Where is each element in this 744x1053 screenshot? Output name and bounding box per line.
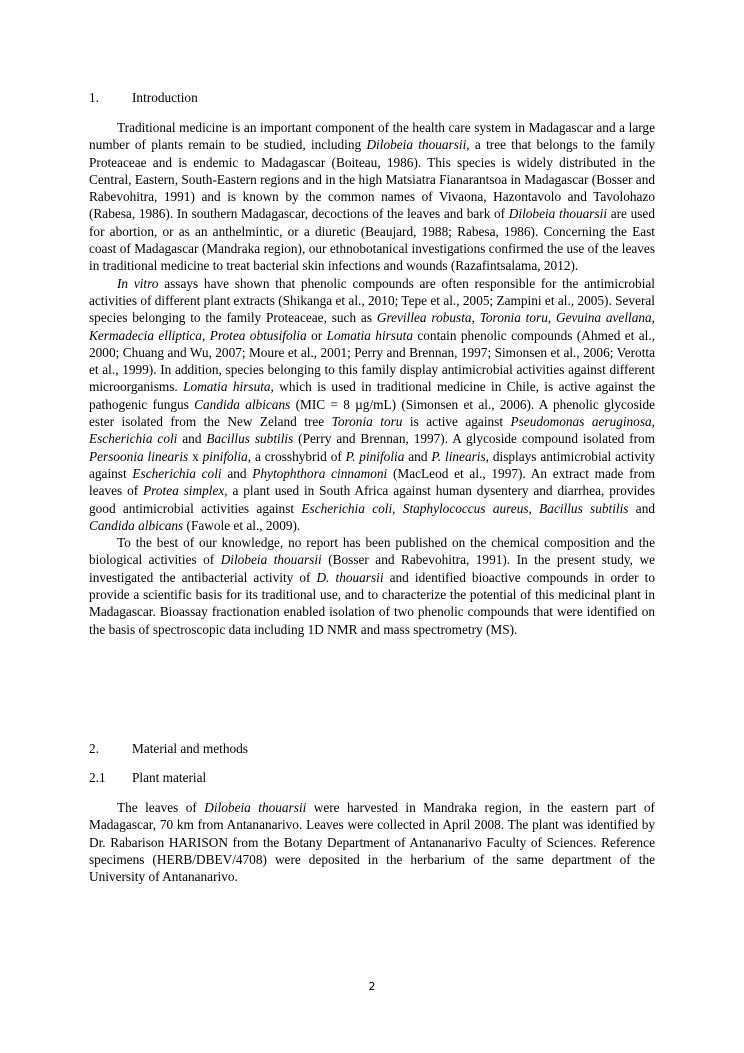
page-number: 2 [368,980,376,993]
italic-text-run: Bacillus subtilis [206,431,294,447]
text-run: , [651,414,655,430]
text-run: and [404,448,432,464]
section-heading-introduction [89,89,198,106]
intro-paragraph-3 [89,534,655,638]
text-run: (Perry and Brennan, 1997). A glycoside compound isolated from [293,431,655,447]
section-number: 2. [89,741,99,756]
italic-text-run: Pseudomonas aeruginosa [510,414,652,430]
section-heading-material-methods [89,740,248,757]
text-run: (MIC = 8 µg/mL) (Simonsen et al., 2006). A phenolic glycoside ester isolated from the New Zeland tree [89,396,655,430]
italic-text-run: Grevillea robusta [376,310,472,326]
italic-text-run: Toronia toru [331,414,403,430]
text-run: and [221,465,253,481]
italic-text-run: Staphylococcus aureus [402,500,529,516]
text-run: were harvested in Mandraka region, in the eastern part of Madagascar, 70 km from Antananarivo. Leaves were collected in April 2008. The plant was identified by Dr. Rabarison HARISON from the Botany Department of Antananarivo Faculty of Sciences. Reference specimens (HERB/DBEV/4708) were deposited in the herbarium of the same department of the University of Antananarivo. [89,800,655,885]
italic-text-run: Kermadecia elliptica [89,327,202,343]
text-run: contain phenolic compounds (Ahmed et al., 2000; Chuang and Wu, 2007; Moure et al., 2001; Perry and Brennan, 1997; Simonsen et al., 2006; Verotta et al., 1999). In addition, species belonging to this family display antimicrobial activities against different microorganisms. [89,327,656,395]
italic-text-run: Dilobeia thouarsii [508,206,608,222]
italic-text-run: Phytophthora cinnamoni [252,465,388,481]
italic-text-run: Candida albicans [194,396,291,412]
italic-text-run: P. pinifolia [345,448,405,464]
italic-text-run: pinifolia [202,448,248,464]
text-run: which is used in traditional medicine in Chile, is active against the pathogenic fungus [89,379,655,412]
introduction-body [89,119,655,638]
italic-text-run: Dilobeia thouarsii [366,137,467,153]
italic-text-run: P. linearis, [431,448,489,464]
text-run: or [306,327,327,343]
italic-text-run: Gevuina avellana [556,310,652,326]
italic-text-run: Escherichia coli [132,465,222,481]
plant-material-body [89,799,655,885]
text-run: (Fawole et al., 2009). [183,517,301,533]
italic-text-run: Escherichia coli [89,431,178,447]
italic-text-run: Dilobeia thouarsii [204,800,307,815]
italic-text-run: Toronia toru [479,310,548,326]
intro-paragraph-1 [89,119,655,275]
italic-text-run: Protea obtusifolia [209,327,307,343]
text-run: To the best of our knowledge, no report has been published on the chemical composition and the biological activities of [89,535,655,568]
intro-paragraph-2 [89,275,655,534]
italic-text-run: Escherichia coli [301,500,393,516]
text-run: are used for abortion, or as an anthelmintic, or a diuretic (Beaujard, 1988; Rabesa, 1986). Concerning the East coast of Madagascar (Mandraka region), our ethnobotanical investigations confirmed the use of the leaves in traditional medicine to treat bacterial skin infections and wounds (Razafintsalama, 2012). [89,206,655,274]
italic-text-run: Persoonia linearis [89,448,189,464]
text-run: assays have shown that phenolic compounds are often responsible for the antimicrobial activities of different plant extracts (Shikanga et al., 2010; Tepe et al., 2005; Zampini et al., 2005). Several species belonging to the family Proteaceae, such as [89,275,655,326]
text-run: , [392,500,403,516]
italic-text-run: Lomatia hirsuta, [183,379,274,395]
text-run: , [651,310,655,326]
text-run: displays antimicrobial activity against [89,448,656,481]
subsection-heading-plant-material [89,769,206,786]
text-run: a plant used in South Africa against human dysentery and diarrhea, provides good antimicrobial activities against [89,483,655,516]
text-run: , [201,327,210,343]
italic-text-run: D. thouarsii [316,569,384,585]
text-run: and [628,500,655,516]
italic-text-run: Lomatia hirsuta [326,327,413,343]
section-number: 1. [89,90,99,105]
subsection-title: Plant material [132,770,207,785]
text-run: The leaves of [117,800,205,815]
subsection-number: 2.1 [89,770,106,785]
section-title: Material and methods [132,741,248,756]
text-run: , a crosshybrid of [247,448,346,464]
text-run: , [528,500,540,516]
italic-text-run: Dilobeia thouarsii [220,552,322,568]
italic-text-run: Protea simplex, [143,483,228,499]
text-run: , a tree that belongs to the family Proteaceae and is endemic to Madagascar (Boiteau, 1986). This species is widely distributed in the Central, Eastern, South-Eastern regions and in the high Matsiatra Fianarantsoa in Madagascar (Bosser and Rabevohitra, 1991) and is known by the common names of Vivaona, Hazontavolo and Tavolohazo (Rabesa, 1986). In southern Madagascar, decoctions of the leaves and bark of [89,137,655,222]
text-run: and identified bioactive compounds in order to provide a scientific basis for its traditional use, and to characterize the potential of this medicinal plant in Madagascar. Bioassay fractionation enabled isolation of two phenolic compounds that were identified on the basis of spectroscopic data including 1D NMR and mass spectrometry (MS). [89,569,655,637]
italic-text-run: Bacillus subtilis [539,500,629,516]
plant-material-paragraph [89,799,655,885]
text-run: Traditional medicine is an important component of the health care system in Madagascar and a large number of plants remain to be studied, including [89,120,655,153]
text-run: , [471,310,480,326]
text-run: , [547,310,556,326]
italic-text-run: Candida albicans [89,517,184,533]
text-run: and [177,431,207,447]
text-run: is active against [402,414,511,430]
section-title: Introduction [132,90,198,105]
italic-text-run: In vitro [117,275,159,291]
text-run: (MacLeod et al., 1997). An extract made from leaves of [89,465,655,499]
text-run: x [188,448,203,464]
text-run: (Bosser and Rabevohitra, 1991). In the present study, we investigated the antibacterial activity of [89,552,655,585]
